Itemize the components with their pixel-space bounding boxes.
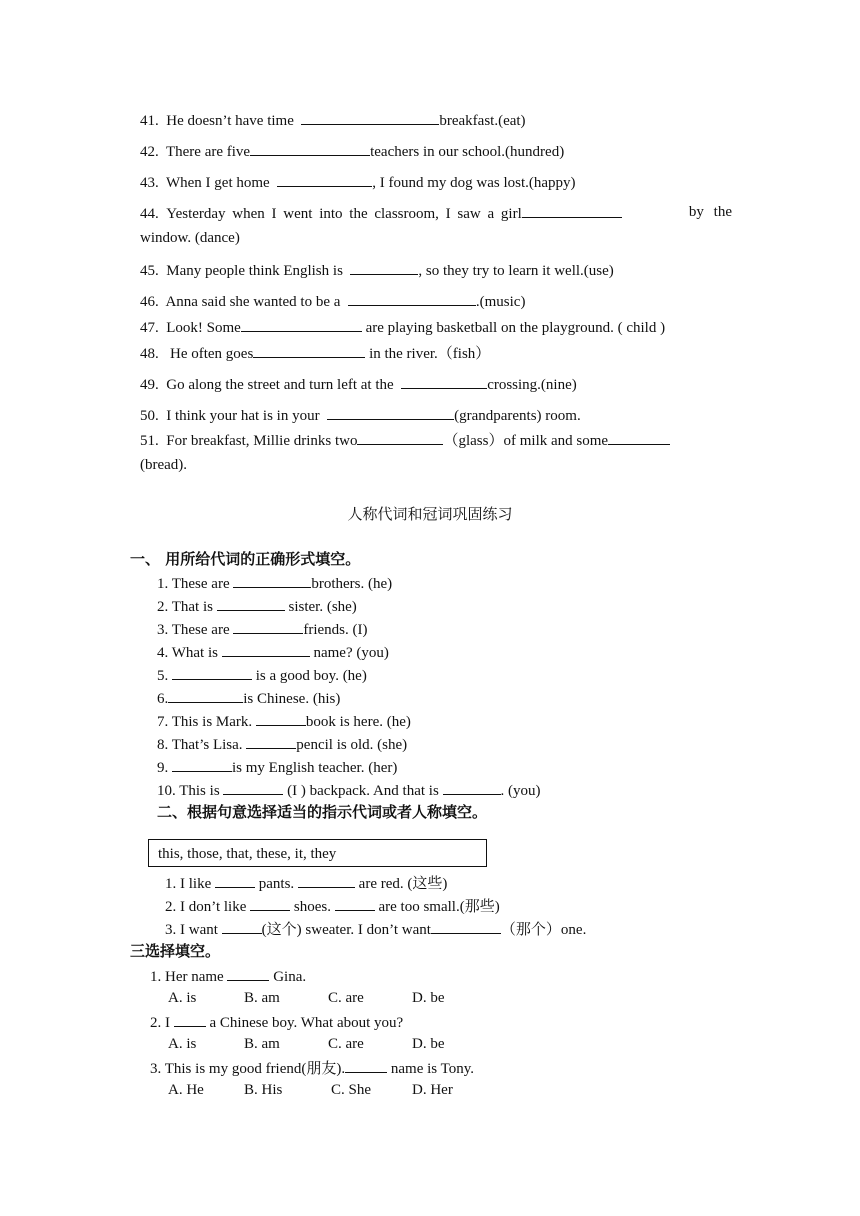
option[interactable]: C. are bbox=[328, 1036, 364, 1052]
question-46: 46. Anna said she wanted to be a .(music) bbox=[140, 291, 525, 311]
blank[interactable] bbox=[246, 734, 296, 749]
question-44-line2: window. (dance) bbox=[140, 230, 240, 246]
option[interactable]: B. am bbox=[244, 990, 280, 1006]
blank[interactable] bbox=[233, 619, 303, 634]
blank[interactable] bbox=[335, 896, 375, 911]
option[interactable]: D. be bbox=[412, 1036, 445, 1052]
blank[interactable] bbox=[301, 110, 439, 125]
blank[interactable] bbox=[227, 966, 269, 981]
blank[interactable] bbox=[222, 642, 310, 657]
blank[interactable] bbox=[172, 665, 252, 680]
blank[interactable] bbox=[222, 919, 262, 934]
blank[interactable] bbox=[298, 873, 355, 888]
blank[interactable] bbox=[223, 780, 283, 795]
blank[interactable] bbox=[401, 374, 487, 389]
question-51-line2: (bread). bbox=[140, 457, 188, 473]
question-43: 43. When I get home , I found my dog was lost.(happy) bbox=[140, 172, 576, 192]
blank[interactable] bbox=[217, 596, 285, 611]
option[interactable]: B. His bbox=[244, 1082, 283, 1098]
part1-item: 9. is my English teacher. (her) bbox=[157, 757, 397, 777]
part1-item: 2. That is sister. (she) bbox=[157, 596, 357, 616]
blank[interactable] bbox=[250, 896, 290, 911]
blank[interactable] bbox=[250, 141, 370, 156]
question-45: 45. Many people think English is , so they try to learn it well.(use) bbox=[140, 260, 614, 280]
part1-item: 10. This is (I ) backpack. And that is . (you) bbox=[157, 780, 541, 800]
blank[interactable] bbox=[345, 1058, 387, 1073]
part2-item: 2. I don’t like shoes. are too small.(那些) bbox=[165, 896, 500, 916]
blank[interactable] bbox=[357, 430, 443, 445]
option[interactable]: D. be bbox=[412, 990, 445, 1006]
blank[interactable] bbox=[253, 343, 365, 358]
part2-item: 1. I like pants. are red. (这些) bbox=[165, 873, 447, 893]
part1-heading: 一、 用所给代词的正确形式填空。 bbox=[130, 550, 361, 568]
part1-item: 1. These are brothers. (he) bbox=[157, 573, 392, 593]
blank[interactable] bbox=[233, 573, 311, 588]
part1-item: 3. These are friends. (I) bbox=[157, 619, 368, 639]
word-box: this, those, that, these, it, they bbox=[148, 839, 487, 867]
blank[interactable] bbox=[172, 757, 232, 772]
option[interactable]: D. Her bbox=[412, 1082, 453, 1098]
blank[interactable] bbox=[174, 1012, 206, 1027]
blank[interactable] bbox=[431, 919, 501, 934]
page-title: 人称代词和冠词巩固练习 bbox=[347, 505, 513, 523]
blank[interactable] bbox=[168, 688, 243, 703]
part3-question: 1. Her name Gina. bbox=[150, 966, 306, 986]
part1-item: 7. This is Mark. book is here. (he) bbox=[157, 711, 411, 731]
part3-question: 3. This is my good friend(朋友). name is Tony. bbox=[150, 1058, 474, 1078]
question-42: 42. There are five teachers in our school.(hundred) bbox=[140, 141, 564, 161]
part3-question: 2. I a Chinese boy. What about you? bbox=[150, 1012, 403, 1032]
option[interactable]: C. She bbox=[331, 1082, 372, 1098]
blank[interactable] bbox=[256, 711, 306, 726]
blank[interactable] bbox=[348, 291, 476, 306]
blank[interactable] bbox=[215, 873, 255, 888]
question-50: 50. I think your hat is in your (grandparents) room. bbox=[140, 405, 581, 425]
option[interactable]: B. am bbox=[244, 1036, 280, 1052]
option[interactable]: A. is bbox=[168, 1036, 197, 1052]
part1-item: 4. What is name? (you) bbox=[157, 642, 389, 662]
question-48: 48. He often goes in the river.（fish） bbox=[140, 343, 490, 363]
question-47: 47. Look! Some are playing basketball on the playground. ( child ) bbox=[140, 317, 665, 337]
blank[interactable] bbox=[241, 317, 362, 332]
question-51: 51. For breakfast, Millie drinks two （glass）of milk and some bbox=[140, 430, 670, 450]
part1-item: 8. That’s Lisa. pencil is old. (she) bbox=[157, 734, 407, 754]
part1-item: 5. is a good boy. (he) bbox=[157, 665, 367, 685]
question-44: 44. Yesterday when I went into the classroom, I saw a girl by the bbox=[140, 204, 732, 222]
blank[interactable] bbox=[608, 430, 670, 445]
blank[interactable] bbox=[350, 260, 418, 275]
blank[interactable] bbox=[277, 172, 372, 187]
blank[interactable] bbox=[327, 405, 454, 420]
question-41: 41. He doesn’t have time breakfast.(eat) bbox=[140, 110, 526, 130]
blank[interactable] bbox=[443, 780, 501, 795]
part3-heading: 三选择填空。 bbox=[130, 942, 221, 960]
part1-item: 6. is Chinese. (his) bbox=[157, 688, 340, 708]
option[interactable]: C. are bbox=[328, 990, 364, 1006]
part2-item: 3. I want (这个) sweater. I don’t want （那个）one. bbox=[165, 919, 586, 939]
blank[interactable] bbox=[522, 203, 622, 218]
question-49: 49. Go along the street and turn left at the crossing.(nine) bbox=[140, 374, 577, 394]
option[interactable]: A. He bbox=[168, 1082, 204, 1098]
part2-heading: 二、根据句意选择适当的指示代词或者人称填空。 bbox=[157, 803, 488, 821]
option[interactable]: A. is bbox=[168, 990, 197, 1006]
